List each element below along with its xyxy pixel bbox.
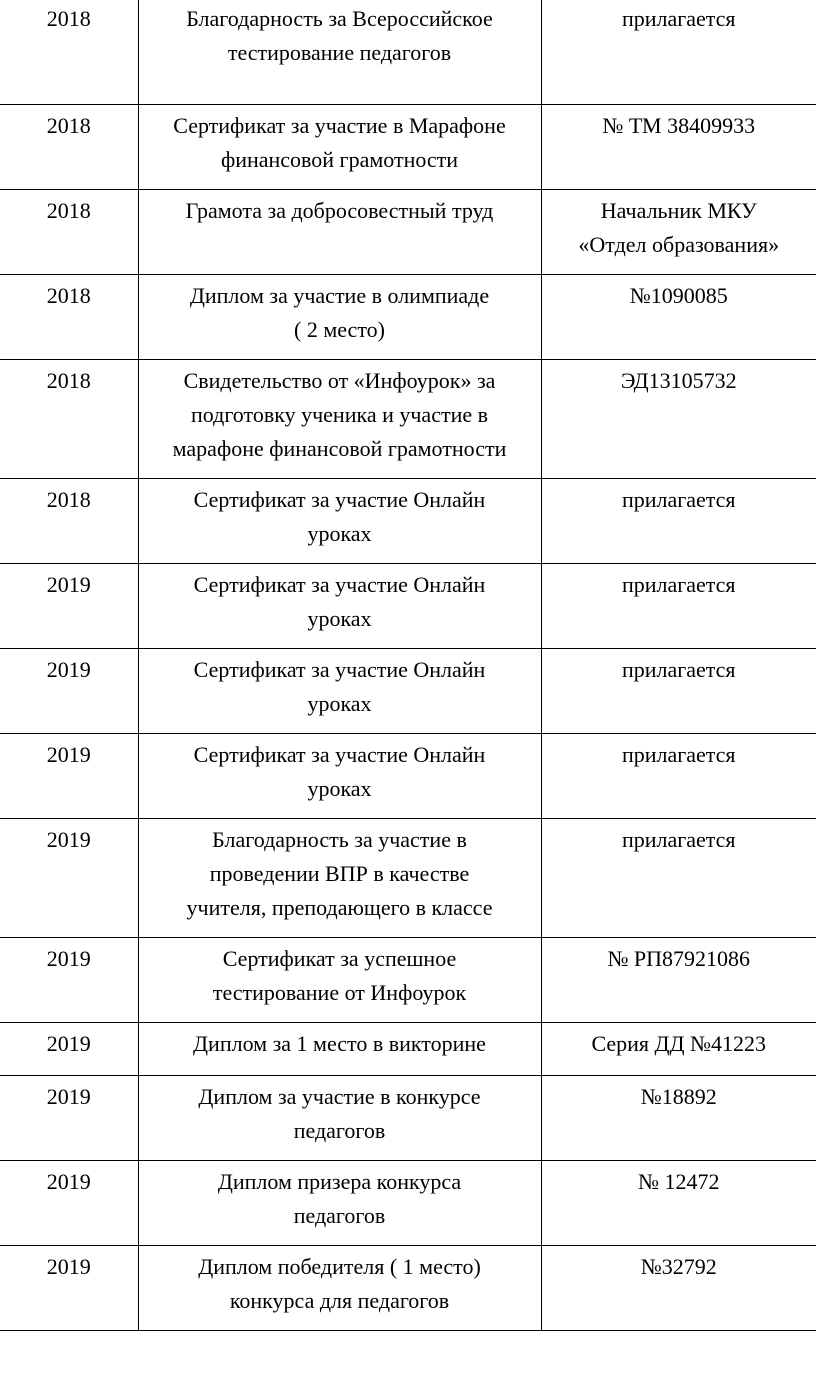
table-row [0, 0, 816, 105]
reference-cell [541, 734, 816, 819]
year-cell: 2018 [0, 479, 138, 564]
year-cell: 2019 [0, 649, 138, 734]
description-line: конкурса для педагогов [229, 1288, 450, 1313]
description-line: Сертификат за успешное [222, 946, 457, 971]
description-line: уроках [307, 691, 372, 716]
description-line: марафоне финансовой грамотности [172, 436, 507, 461]
reference-cell [541, 819, 816, 938]
year-cell: 2018 [0, 0, 138, 105]
description-cell [138, 564, 541, 649]
table-row [0, 275, 816, 360]
description-line: учителя, преподающего в классе [186, 895, 493, 920]
description-cell [138, 105, 541, 190]
description-cell [138, 938, 541, 1023]
reference-cell [541, 564, 816, 649]
description-cell [138, 190, 541, 275]
table-row [0, 105, 816, 190]
description-cell [138, 479, 541, 564]
reference-cell [541, 0, 816, 105]
year-cell: 2019 [0, 564, 138, 649]
table-row [0, 1023, 816, 1076]
description-line: Благодарность за участие в [212, 827, 467, 852]
year-cell: 2018 [0, 360, 138, 479]
year-cell: 2019 [0, 1161, 138, 1246]
reference-cell [541, 360, 816, 479]
description-line: Сертификат за участие Онлайн [193, 657, 486, 682]
reference-line: прилагается [621, 657, 736, 682]
reference-line: № ТМ 38409933 [602, 113, 756, 138]
table-row [0, 479, 816, 564]
reference-cell [541, 479, 816, 564]
description-line: Сертификат за участие Онлайн [193, 572, 486, 597]
description-cell [138, 1076, 541, 1161]
description-cell [138, 1161, 541, 1246]
year-cell: 2018 [0, 105, 138, 190]
year-cell: 2019 [0, 1023, 138, 1076]
reference-line: Серия ДД №41223 [591, 1031, 767, 1056]
reference-line: прилагается [621, 487, 736, 512]
description-line: Диплом за участие в конкурсе [198, 1084, 481, 1109]
year-cell: 2019 [0, 1246, 138, 1331]
description-line: тестирование педагогов [227, 40, 452, 65]
description-line: Диплом призера конкурса [217, 1169, 462, 1194]
description-line: Свидетельство от «Инфоурок» за [183, 368, 496, 393]
description-cell [138, 275, 541, 360]
description-cell [138, 1246, 541, 1331]
reference-line: Начальник МКУ [600, 198, 757, 223]
description-cell [138, 0, 541, 105]
description-line: уроках [307, 776, 372, 801]
table-row [0, 1246, 816, 1331]
reference-cell [541, 1023, 816, 1076]
year-cell: 2019 [0, 938, 138, 1023]
year-cell: 2019 [0, 734, 138, 819]
description-line: тестирование от Инфоурок [212, 980, 467, 1005]
reference-line: ЭД13105732 [620, 368, 737, 393]
year-cell: 2018 [0, 190, 138, 275]
reference-line: прилагается [621, 742, 736, 767]
description-line: ( 2 место) [294, 317, 385, 342]
description-cell [138, 1023, 541, 1076]
reference-line: прилагается [621, 827, 736, 852]
description-cell [138, 819, 541, 938]
description-cell [138, 649, 541, 734]
reference-line: прилагается [621, 572, 736, 597]
table-row [0, 938, 816, 1023]
year-cell: 2019 [0, 819, 138, 938]
description-line: проведении ВПР в качестве [209, 861, 470, 886]
table-row [0, 190, 816, 275]
reference-cell [541, 190, 816, 275]
description-line: Грамота за добросовестный труд [185, 198, 494, 223]
table-row [0, 649, 816, 734]
description-line: педагогов [293, 1118, 386, 1143]
reference-line: № РП87921086 [607, 946, 751, 971]
year-cell: 2018 [0, 275, 138, 360]
reference-line: «Отдел образования» [578, 232, 780, 257]
description-line: Сертификат за участие в Марафоне [173, 113, 506, 138]
description-line: подготовку ученика и участие в [190, 402, 488, 427]
description-line: Диплом победителя ( 1 место) [198, 1254, 481, 1279]
reference-line: №18892 [640, 1084, 717, 1109]
table-row [0, 1076, 816, 1161]
reference-cell [541, 1161, 816, 1246]
description-cell [138, 360, 541, 479]
reference-cell [541, 1246, 816, 1331]
description-cell [138, 734, 541, 819]
description-line: педагогов [293, 1203, 386, 1228]
table-row [0, 564, 816, 649]
description-line: Сертификат за участие Онлайн [193, 742, 486, 767]
reference-cell [541, 105, 816, 190]
reference-cell [541, 649, 816, 734]
reference-line: №1090085 [629, 283, 728, 308]
description-line: Диплом за участие в олимпиаде [189, 283, 490, 308]
table-row [0, 1161, 816, 1246]
description-line: уроках [307, 521, 372, 546]
table-row [0, 734, 816, 819]
description-line: Благодарность за Всероссийское [186, 6, 493, 31]
reference-cell [541, 275, 816, 360]
year-cell: 2019 [0, 1076, 138, 1161]
description-line: уроках [307, 606, 372, 631]
description-line: финансовой грамотности [220, 147, 459, 172]
reference-line: №32792 [640, 1254, 717, 1279]
reference-line: прилагается [621, 6, 736, 31]
reference-line: № 12472 [638, 1169, 720, 1194]
reference-cell [541, 1076, 816, 1161]
table-row [0, 360, 816, 479]
description-line: Сертификат за участие Онлайн [193, 487, 486, 512]
table-row [0, 819, 816, 938]
description-line: Диплом за 1 место в викторине [193, 1031, 486, 1056]
reference-cell [541, 938, 816, 1023]
